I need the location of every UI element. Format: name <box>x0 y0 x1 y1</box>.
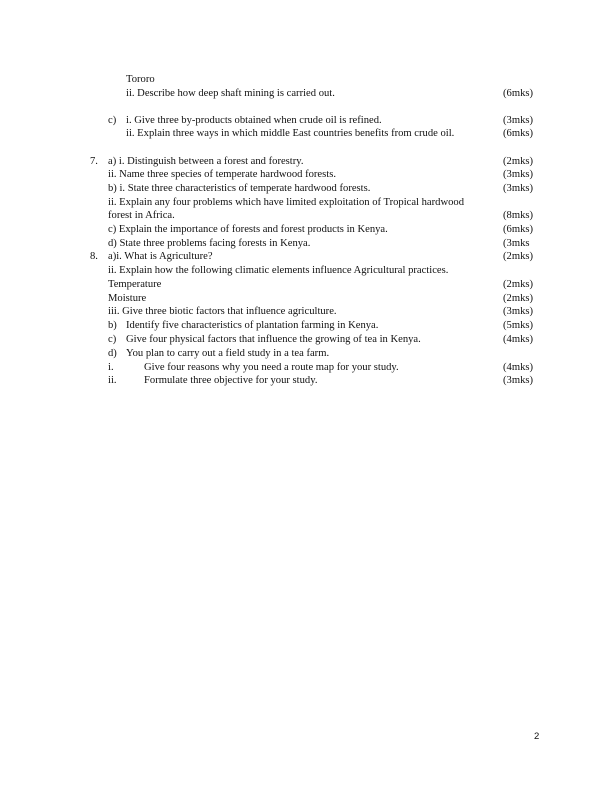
q7-a-ii-marks: (3mks) <box>503 169 534 180</box>
q8-temperature: Temperature <box>108 279 162 290</box>
q7-b-i-question: b) i. State three characteristics of temperate hardwood forests. <box>108 183 371 194</box>
q8-b-question: Identify five characteristics of plantation farming in Kenya. <box>126 320 379 331</box>
q8-d-ii-question: Formulate three objective for your study. <box>144 375 318 386</box>
q8-a-iii-marks: (3mks) <box>503 306 534 317</box>
q6-line-tororo: Tororo <box>126 74 155 85</box>
q8-b-marks: (5mks) <box>503 320 534 331</box>
q6-c-label: c) <box>108 115 117 126</box>
page-number: 2 <box>534 731 540 742</box>
q7-a-i-marks: (2mks) <box>503 156 534 167</box>
q8-c-marks: (4mks) <box>503 334 534 345</box>
q8-moisture: Moisture <box>108 293 147 304</box>
q8-number: 8. <box>90 251 98 262</box>
q8-c-question: Give four physical factors that influence the growing of tea in Kenya. <box>126 334 421 345</box>
q8-moisture-marks: (2mks) <box>503 293 534 304</box>
q7-b-ii-question-line1: ii. Explain any four problems which have limited exploitation of Tropical hardwood <box>108 197 465 208</box>
q7-c-marks: (6mks) <box>503 224 534 235</box>
q7-number: 7. <box>90 156 98 167</box>
q8-d-i-marks: (4mks) <box>503 362 534 373</box>
q8-d-label: d) <box>108 348 117 359</box>
q8-a-iii-question: iii. Give three biotic factors that influence agriculture. <box>108 306 337 317</box>
q7-a-i-question: a) i. Distinguish between a forest and forestry. <box>108 156 304 167</box>
q8-temperature-marks: (2mks) <box>503 279 534 290</box>
q8-d-question: You plan to carry out a field study in a tea farm. <box>126 348 330 359</box>
q8-b-label: b) <box>108 320 117 331</box>
q7-b-ii-question-line2: forest in Africa. <box>108 210 175 221</box>
q6-c-ii-question: ii. Explain three ways in which middle East countries benefits from crude oil. <box>126 128 455 139</box>
q7-b-i-marks: (3mks) <box>503 183 534 194</box>
q6-c-i-marks: (3mks) <box>503 115 534 126</box>
q8-a-ii-question: ii. Explain how the following climatic elements influence Agricultural practices. <box>108 265 449 276</box>
q8-a-i-question: a)i. What is Agriculture? <box>108 251 213 262</box>
q7-d-question: d) State three problems facing forests in Kenya. <box>108 238 311 249</box>
q8-d-ii-label: ii. <box>108 375 117 386</box>
q8-d-i-label: i. <box>108 362 114 373</box>
q6-deep-shaft-marks: (6mks) <box>503 88 534 99</box>
q6-c-ii-marks: (6mks) <box>503 128 534 139</box>
q8-a-i-marks: (2mks) <box>503 251 534 262</box>
q7-d-marks: (3mks <box>503 238 530 249</box>
q8-d-ii-marks: (3mks) <box>503 375 534 386</box>
q6-deep-shaft-question: ii. Describe how deep shaft mining is carried out. <box>126 88 335 99</box>
q8-d-i-question: Give four reasons why you need a route map for your study. <box>144 362 399 373</box>
q8-c-label: c) <box>108 334 117 345</box>
q6-c-i-question: i. Give three by-products obtained when crude oil is refined. <box>126 115 382 126</box>
q7-a-ii-question: ii. Name three species of temperate hardwood forests. <box>108 169 336 180</box>
q7-c-question: c) Explain the importance of forests and forest products in Kenya. <box>108 224 388 235</box>
q7-b-ii-marks: (8mks) <box>503 210 534 221</box>
